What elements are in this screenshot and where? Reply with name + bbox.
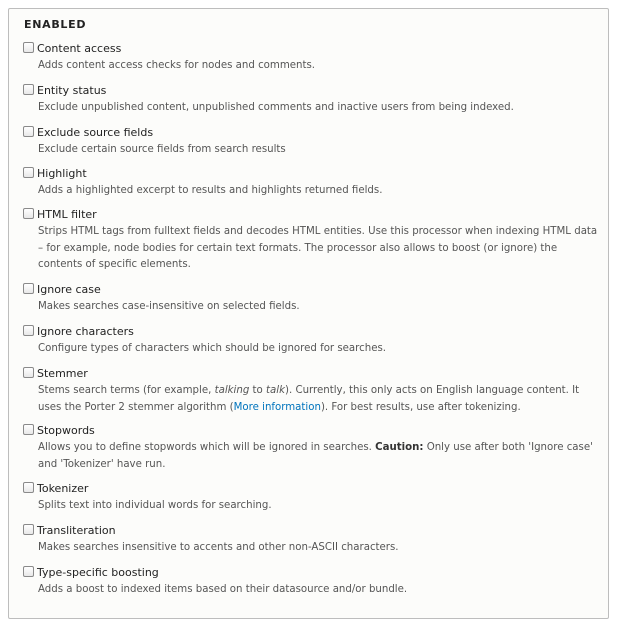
highlight-label[interactable]: Highlight: [37, 167, 87, 180]
entity-status-description: Exclude unpublished content, unpublished comments and inactive users from being indexed.: [38, 102, 514, 113]
stemmer-label[interactable]: Stemmer: [37, 367, 88, 380]
transliteration-label[interactable]: Transliteration: [37, 524, 116, 537]
transliteration-checkbox[interactable]: [23, 524, 34, 535]
fieldset-legend: ENABLED: [24, 18, 87, 31]
processor-item-html-filter: [23, 207, 603, 274]
stemmer-desc-example-2: talk: [266, 385, 285, 396]
processor-item-highlight: [23, 166, 603, 200]
enabled-processors-fieldset: [8, 8, 609, 619]
html-filter-label[interactable]: HTML filter: [37, 208, 97, 221]
ignore-case-checkbox[interactable]: [23, 283, 34, 294]
highlight-description: Adds a highlighted excerpt to results and highlights returned fields.: [38, 185, 383, 196]
stemmer-desc-text-3: ). Currently, this only acts on English language content. It uses the Porter 2 stemmer algorithm (: [38, 385, 580, 413]
stopwords-checkbox[interactable]: [23, 424, 34, 435]
more-information-link[interactable]: More information: [233, 401, 321, 413]
processor-item-stemmer: [23, 366, 603, 416]
type-specific-boosting-checkbox[interactable]: [23, 566, 34, 577]
ignore-case-description: Makes searches case-insensitive on selected fields.: [38, 301, 300, 312]
content-access-checkbox[interactable]: [23, 42, 34, 53]
stemmer-desc-example-1: talking: [214, 385, 250, 396]
entity-status-label[interactable]: Entity status: [37, 84, 107, 97]
stopwords-label[interactable]: Stopwords: [37, 424, 95, 437]
stemmer-description: [38, 383, 598, 416]
stopwords-desc-text-1: Allows you to define stopwords which will be ignored in searches.: [38, 442, 376, 453]
processor-item-entity-status: [23, 83, 603, 117]
type-specific-boosting-description: Adds a boost to indexed items based on their datasource and/or bundle.: [38, 584, 408, 595]
processor-item-exclude-source-fields: [23, 125, 603, 159]
content-access-label[interactable]: Content access: [37, 42, 122, 55]
stemmer-desc-text-4: ). For best results, use after tokenizing.: [320, 401, 521, 413]
processor-item-content-access: [23, 41, 603, 75]
html-filter-description: Strips HTML tags from fulltext fields and decodes HTML entities. Use this processor when indexing HTML data – for example, node bodies for certain text formats. The processor also allows to boost (or ignore) the contents of specific elements.: [38, 226, 598, 270]
html-filter-checkbox[interactable]: [23, 208, 34, 219]
stemmer-checkbox[interactable]: [23, 367, 34, 378]
stopwords-description: [38, 440, 598, 473]
stemmer-desc-text-1: Stems search terms (for example,: [38, 385, 215, 396]
ignore-characters-label[interactable]: Ignore characters: [37, 325, 134, 338]
exclude-source-fields-checkbox[interactable]: [23, 126, 34, 137]
stopwords-caution-label: Caution:: [375, 442, 424, 453]
stopwords-desc-text-2: Only use after both 'Ignore case' and 'Tokenizer' have run.: [38, 442, 593, 470]
exclude-source-fields-label[interactable]: Exclude source fields: [37, 126, 154, 139]
transliteration-description: Makes searches insensitive to accents and other non-ASCII characters.: [38, 542, 399, 553]
ignore-characters-description: Configure types of characters which should be ignored for searches.: [38, 343, 387, 354]
tokenizer-description: Splits text into individual words for searching.: [38, 500, 272, 511]
processor-item-ignore-case: [23, 282, 603, 316]
stemmer-desc-text-2: to: [249, 385, 267, 396]
ignore-characters-checkbox[interactable]: [23, 325, 34, 336]
tokenizer-checkbox[interactable]: [23, 482, 34, 493]
entity-status-checkbox[interactable]: [23, 84, 34, 95]
tokenizer-label[interactable]: Tokenizer: [37, 482, 89, 495]
processor-item-type-specific-boosting: [23, 565, 603, 599]
processor-item-stopwords: [23, 423, 603, 473]
processor-item-ignore-characters: [23, 324, 603, 358]
content-access-description: Adds content access checks for nodes and comments.: [38, 60, 316, 71]
processor-item-tokenizer: [23, 481, 603, 515]
ignore-case-label[interactable]: Ignore case: [37, 283, 101, 296]
processor-item-transliteration: [23, 523, 603, 557]
type-specific-boosting-label[interactable]: Type-specific boosting: [37, 566, 159, 579]
highlight-checkbox[interactable]: [23, 167, 34, 178]
exclude-source-fields-description: Exclude certain source fields from search results: [38, 144, 286, 155]
